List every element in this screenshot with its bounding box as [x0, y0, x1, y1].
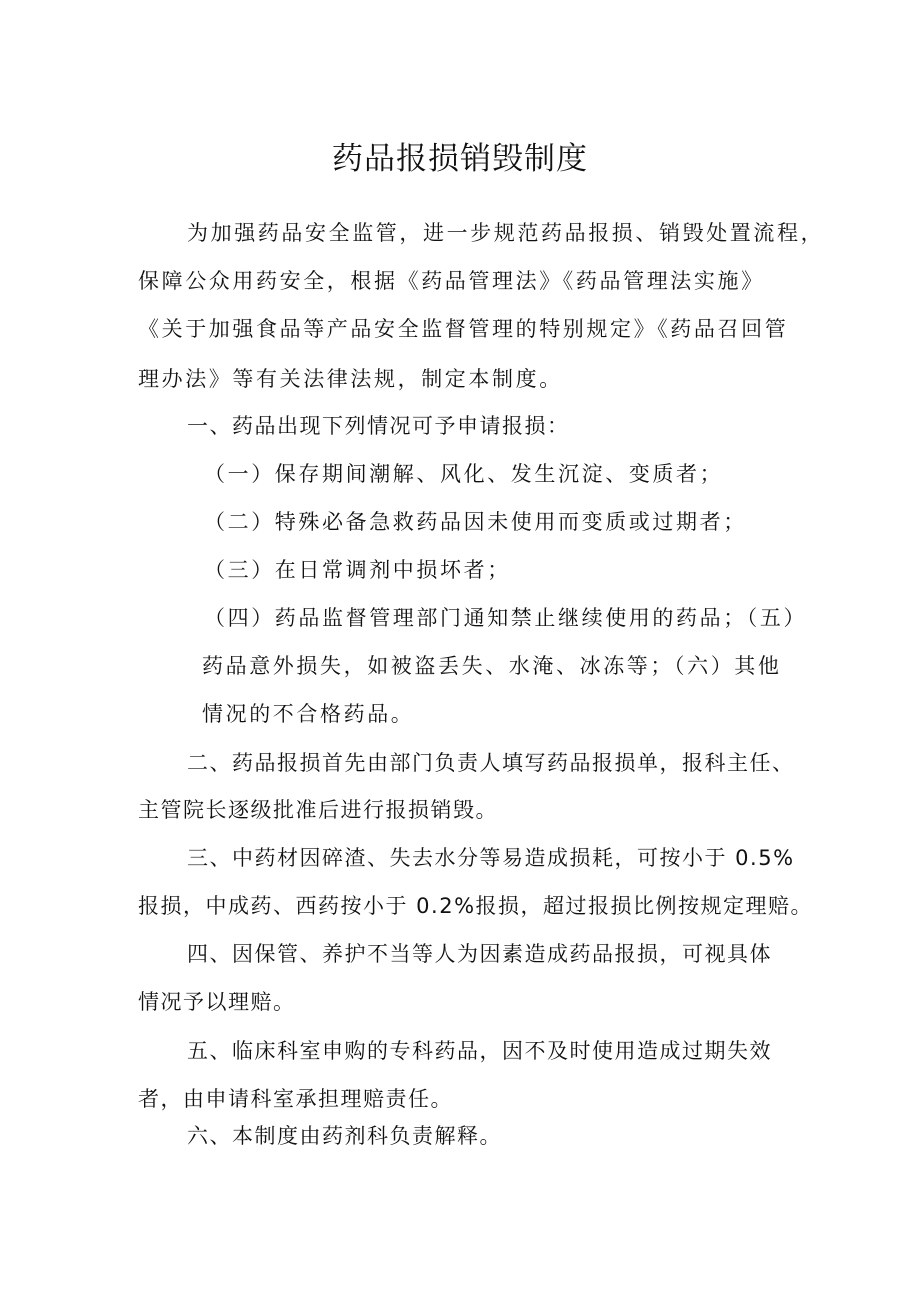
section-5-line-2: 者，由申请科室承担理赔责任。: [138, 1087, 453, 1111]
intro-line-3: 《关于加强食品等产品安全监督管理的特别规定》《药品召回管: [138, 317, 789, 341]
document-title: 药品报损销毁制度: [332, 141, 588, 177]
intro-line-4: 理办法》等有关法律法规，制定本制度。: [138, 367, 563, 391]
section-1-item-4: （四）药品监督管理部门通知禁止继续使用的药品；（五）: [204, 606, 808, 630]
section-1-item-3: （三）在日常调剂中损坏者；: [204, 558, 511, 582]
section-5-line-1: 五、临床科室申购的专科药品，因不及时使用造成过期失效: [187, 1039, 772, 1063]
section-6-line: 六、本制度由药剂科负责解释。: [187, 1124, 502, 1148]
section-1-item-1: （一）保存期间潮解、风化、发生沉淀、变质者；: [204, 462, 724, 486]
section-1-item-2: （二）特殊必备急救药品因未使用而变质或过期者；: [204, 510, 747, 534]
section-4-line-1: 四、因保管、养护不当等人为因素造成药品报损，可视具体: [187, 942, 772, 966]
section-3-line-2: 报损，中成药、西药按小于 0.2%报损，超过报损比例按规定理赔。: [138, 894, 814, 918]
section-2-line-1: 二、药品报损首先由部门负责人填写药品报损单，报科主任、: [187, 751, 795, 775]
section-2-line-2: 主管院长逐级批准后进行报损销毁。: [138, 798, 498, 822]
section-1-item-6: 情况的不合格药品。: [202, 702, 415, 726]
intro-line-2: 保障公众用药安全，根据《药品管理法》《药品管理法实施》: [138, 269, 765, 293]
section-1-heading: 一、药品出现下列情况可予申请报损：: [187, 414, 570, 438]
section-3-line-1: 三、中药材因碎渣、失去水分等易造成损耗，可按小于 0.5%: [187, 846, 795, 870]
section-4-line-2: 情况予以理赔。: [138, 990, 296, 1014]
intro-line-1: 为加强药品安全监管，进一步规范药品报损、销毁处置流程，: [187, 221, 825, 245]
section-1-item-5: 药品意外损失，如被盗丢失、水淹、冰冻等；（六）其他: [202, 654, 782, 678]
